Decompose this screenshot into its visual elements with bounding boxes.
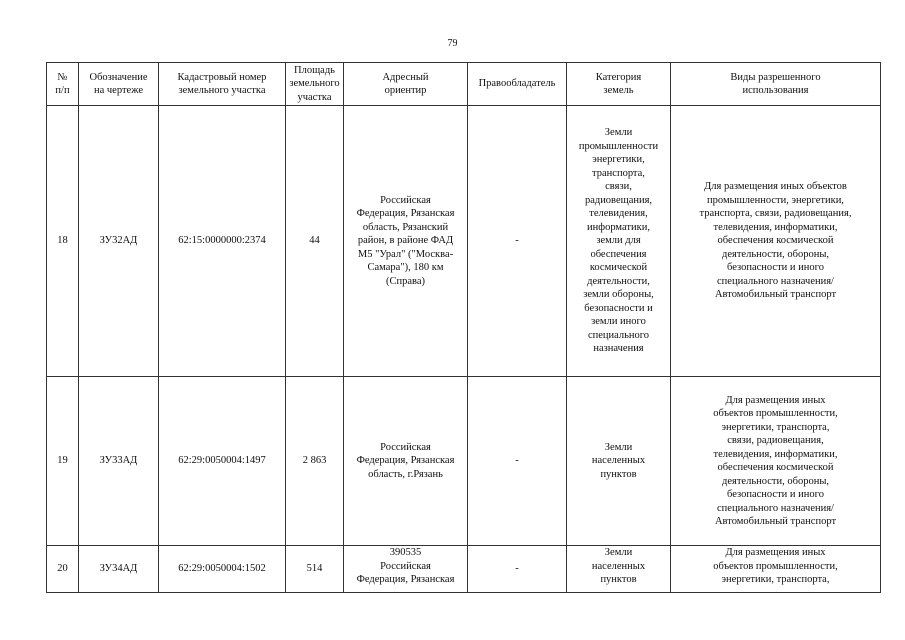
header-usage — [671, 63, 881, 106]
header-row — [47, 63, 881, 106]
owner-cell: - — [468, 377, 567, 546]
category-cell-line: пунктов — [600, 574, 637, 585]
usage-cell-line: Для размещения иных объектов — [704, 181, 847, 193]
header-line: Виды разрешенного — [730, 71, 821, 83]
usage-cell-line: обеспечения космической — [717, 462, 834, 473]
usage-cell — [671, 377, 881, 546]
usage-cell-line: Для размещения иных — [725, 547, 826, 558]
usage-cell-line: безопасности и иного — [727, 262, 824, 274]
table-row — [47, 106, 881, 377]
category-cell-line: промышленности — [578, 140, 659, 152]
address-cell-line: область, Рязанский — [362, 221, 449, 233]
category-cell-line: связи, — [605, 181, 632, 193]
category-cell-line: деятельности, — [587, 275, 650, 287]
address-cell-line: область, г.Рязань — [368, 468, 443, 480]
address-cell-line: Российская — [380, 560, 431, 572]
category-cell-line: назначения — [593, 343, 644, 355]
header-designation — [79, 63, 159, 106]
usage-cell — [671, 546, 881, 593]
usage-cell-line: Автомобильный транспорт — [714, 289, 837, 301]
header-line: Категория — [595, 71, 642, 83]
category-cell-line: обеспечения — [590, 248, 647, 260]
address-cell — [344, 546, 468, 593]
usage-cell-line: деятельности, обороны, — [722, 475, 829, 487]
owner-cell: - — [468, 546, 567, 593]
address-cell-line: (Справа) — [385, 275, 425, 287]
address-cell-line: район, в районе ФАД — [357, 235, 454, 247]
page-number: 79 — [447, 38, 458, 49]
header-owner — [468, 63, 567, 106]
usage-cell-line: специального назначения/ — [717, 502, 834, 514]
usage-cell-line: деятельности, обороны, — [722, 248, 829, 260]
address-cell-line: М5 "Урал" ("Москва- — [357, 248, 454, 260]
header-line: использования — [742, 85, 809, 96]
address-cell-line: Самара"), 180 км — [367, 262, 444, 274]
header-line: участка — [297, 91, 332, 103]
header-line: земель — [603, 85, 634, 96]
address-cell-line: Федерация, Рязанская — [356, 574, 455, 585]
category-cell-line: населенных — [591, 455, 646, 467]
table-row — [47, 546, 881, 593]
category-cell-line: специального — [587, 329, 650, 341]
header-line: Адресный — [382, 71, 429, 83]
category-cell-line: земли иного — [591, 316, 646, 328]
header-line: Обозначение — [89, 71, 148, 83]
category-cell-line: земли для — [596, 235, 641, 247]
usage-cell-line: безопасности и иного — [727, 489, 824, 500]
address-cell-line: 390535 — [389, 547, 422, 558]
category-cell-line: населенных — [591, 560, 646, 572]
usage-cell-line: телевидения, информатики, — [713, 448, 838, 460]
address-cell-line: Федерация, Рязанская — [356, 455, 455, 467]
category-cell — [567, 377, 671, 546]
category-cell-line: космической — [589, 262, 648, 274]
usage-cell-line: транспорта, связи, радиовещания, — [699, 208, 852, 220]
address-cell-line: Российская — [380, 194, 431, 206]
row-number: 20 — [47, 546, 79, 593]
cadastral-number-cell: 62:29:0050004:1502 — [159, 546, 286, 593]
category-cell-line: земли обороны, — [583, 289, 654, 301]
table-row — [47, 377, 881, 546]
category-cell-line: безопасности и — [584, 302, 653, 314]
area-cell: 44 — [286, 106, 344, 377]
address-cell-line: Федерация, Рязанская — [356, 208, 455, 220]
usage-cell-line: обеспечения космической — [717, 235, 834, 247]
header-area — [286, 63, 344, 106]
category-cell-line: Земли — [604, 441, 633, 453]
category-cell-line: информатики, — [587, 221, 650, 233]
designation-cell: ЗУ32АД — [79, 106, 159, 377]
header-line: Площадь — [294, 64, 335, 76]
usage-cell-line: объектов промышленности, — [713, 408, 838, 419]
category-cell-line: телевидения, — [589, 208, 648, 220]
header-line: п/п — [55, 85, 70, 96]
address-cell-line: Российская — [380, 441, 431, 453]
usage-cell-line: Для размещения иных — [725, 394, 826, 406]
header-line: № — [57, 71, 68, 83]
header-line: земельного — [289, 78, 340, 90]
category-cell-line: радиовещания, — [584, 194, 653, 206]
header-line: на чертеже — [94, 85, 143, 96]
row-number: 18 — [47, 106, 79, 377]
category-cell-line: Земли — [604, 547, 633, 558]
header-line: Правообладатель — [478, 78, 556, 90]
header-num — [47, 63, 79, 106]
land-plots-table — [46, 62, 881, 593]
area-cell: 514 — [286, 546, 344, 593]
category-cell — [567, 546, 671, 593]
address-cell — [344, 377, 468, 546]
cadastral-number-cell: 62:15:0000000:2374 — [159, 106, 286, 377]
category-cell-line: транспорта, — [592, 167, 645, 179]
owner-cell: - — [468, 106, 567, 377]
area-cell: 2 863 — [286, 377, 344, 546]
category-cell-line: Земли — [604, 127, 633, 139]
header-category — [567, 63, 671, 106]
designation-cell: ЗУ33АД — [79, 377, 159, 546]
category-cell-line: энергетики, — [592, 154, 645, 166]
category-cell-line: пунктов — [600, 468, 637, 480]
usage-cell-line: энергетики, транспорта, — [721, 421, 830, 433]
address-cell — [344, 106, 468, 377]
header-line: земельного участка — [178, 85, 266, 96]
designation-cell: ЗУ34АД — [79, 546, 159, 593]
header-line: ориентир — [384, 85, 427, 96]
usage-cell — [671, 106, 881, 377]
header-cadastral — [159, 63, 286, 106]
header-line: Кадастровый номер — [177, 71, 267, 83]
header-address — [344, 63, 468, 106]
usage-cell-line: связи, радиовещания, — [727, 435, 824, 446]
usage-cell-line: Автомобильный транспорт — [714, 516, 837, 527]
category-cell — [567, 106, 671, 377]
usage-cell-line: объектов промышленности, — [713, 560, 838, 572]
usage-cell-line: телевидения, информатики, — [713, 221, 838, 233]
usage-cell-line: энергетики, транспорта, — [721, 574, 830, 585]
cadastral-number-cell: 62:29:0050004:1497 — [159, 377, 286, 546]
row-number: 19 — [47, 377, 79, 546]
usage-cell-line: промышленности, энергетики, — [707, 194, 844, 206]
usage-cell-line: специального назначения/ — [717, 275, 834, 287]
